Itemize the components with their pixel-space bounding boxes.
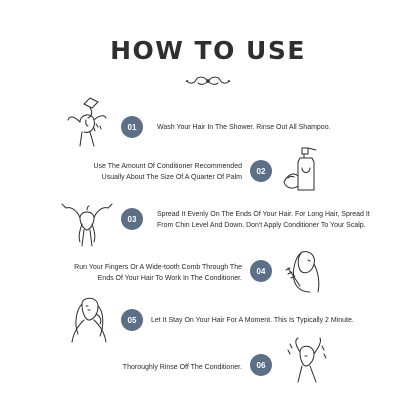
step-text-line-2: From Chin Level And Down. Don't Apply Conditioner To Your Scalp. bbox=[157, 222, 366, 229]
step-text-line-1: Spread It Evenly On The Ends Of Your Hair. For Long Hair, Spread It bbox=[157, 211, 370, 218]
step-number-badge: 01 bbox=[121, 116, 143, 138]
step-text-line-1: Use The Amount Of Conditioner Recommended bbox=[93, 163, 242, 170]
page-title: HOW TO USE bbox=[110, 36, 306, 65]
step-number-badge: 05 bbox=[121, 309, 143, 331]
step-number-badge: 06 bbox=[250, 354, 272, 376]
step-text: Let It Stay On Your Hair For A Moment. This Is Typically 2 Minute. bbox=[151, 317, 354, 324]
ornament-divider-icon bbox=[184, 74, 232, 86]
rinsing-hair-illustration-icon bbox=[282, 336, 330, 384]
conditioner-bottle-hand-illustration-icon bbox=[282, 146, 326, 194]
step-number-badge: 04 bbox=[250, 260, 272, 282]
step-text: Wash Your Hair In The Shower. Rinse Out All Shampoo. bbox=[157, 124, 331, 131]
step-text bbox=[22, 161, 242, 183]
step-number-badge: 02 bbox=[250, 160, 272, 182]
step-text: Thoroughly Rinse Off The Conditioner. bbox=[122, 364, 242, 371]
combing-hair-illustration-icon bbox=[282, 246, 328, 296]
shower-washing-illustration-icon bbox=[60, 96, 116, 148]
spreading-conditioner-illustration-icon bbox=[58, 202, 116, 248]
step-text bbox=[22, 262, 242, 284]
step-text-line-1: Run Your Fingers Or A Wide-tooth Comb Through The bbox=[74, 264, 242, 271]
step-number-badge: 03 bbox=[121, 208, 143, 230]
waiting-woman-illustration-icon bbox=[64, 294, 114, 344]
step-text-line-2: Ends Of Your Hair To Work In The Conditioner. bbox=[97, 275, 242, 282]
step-text bbox=[157, 209, 397, 231]
step-text-line-2: Usually About The Size Of A Quarter Of Palm bbox=[101, 174, 242, 181]
